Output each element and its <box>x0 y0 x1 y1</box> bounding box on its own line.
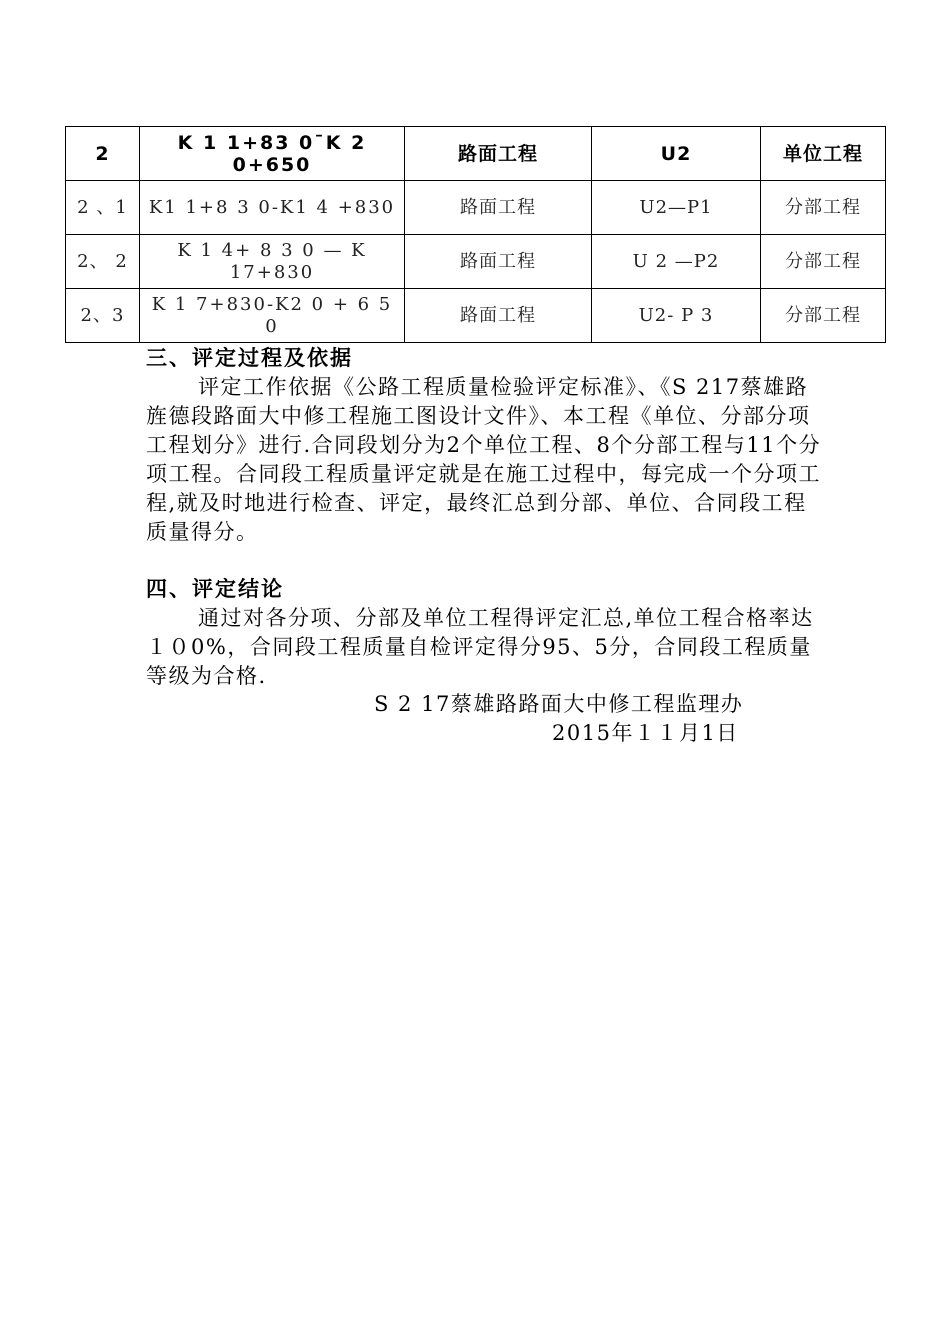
signature-date: 2015年１１月1日 <box>552 721 739 745</box>
cell-name: 路面工程 <box>405 181 592 235</box>
cell-range: K1 1+8 3 0-K1 4 +830 <box>140 181 405 235</box>
cell-range: K 1 1+83 0¯K 2 0+650 <box>140 127 405 181</box>
table-row <box>66 289 886 343</box>
cell-type: 分部工程 <box>761 235 886 289</box>
section-paragraph: 评定工作依据《公路工程质量检验评定标准》、《S 217蔡雄路旌德段路面大中修工程施工图设计文件》、本工程《单位、分部分项工程划分》进行.合同段划分为2个单位工程、8个分部工程与11个分项工程。合同段工程质量评定就是在施工过程中，每完成一个分项工程,就及时地进行检查、评定，最终汇总到分部、单位、合同段工程质量得分。 <box>146 375 822 544</box>
cell-range: K 1 7+830-K2 0 + 6 5 0 <box>140 289 405 343</box>
cell-name: 路面工程 <box>405 289 592 343</box>
table-header-row <box>66 127 886 181</box>
cell-type: 分部工程 <box>761 181 886 235</box>
section-3 <box>146 344 826 547</box>
cell-code: U2 <box>592 127 761 181</box>
cell-no: 2 <box>66 127 140 181</box>
section-heading: 四、评定结论 <box>146 577 284 601</box>
section-paragraph: 通过对各分项、分部及单位工程得评定汇总,单位工程合格率达１０0%，合同段工程质量自检评定得分95、5分，合同段工程质量等级为合格. <box>146 606 814 688</box>
cell-type: 分部工程 <box>761 289 886 343</box>
cell-type: 单位工程 <box>761 127 886 181</box>
cell-code: U2—P1 <box>592 181 761 235</box>
section-4 <box>146 575 826 691</box>
cell-name: 路面工程 <box>405 127 592 181</box>
section-heading: 三、评定过程及依据 <box>146 346 353 370</box>
cell-no: 2、 2 <box>66 235 140 289</box>
cell-range: K 1 4+ 8 3 0 — K 17+830 <box>140 235 405 289</box>
cell-no: 2 、1 <box>66 181 140 235</box>
cell-no: 2、3 <box>66 289 140 343</box>
table-row <box>66 235 886 289</box>
evaluation-table <box>65 126 886 343</box>
cell-code: U2- P 3 <box>592 289 761 343</box>
table-row <box>66 181 886 235</box>
cell-code: U 2 —P2 <box>592 235 761 289</box>
cell-name: 路面工程 <box>405 235 592 289</box>
signature-org: S 2 17蔡雄路路面大中修工程监理办 <box>374 692 744 716</box>
